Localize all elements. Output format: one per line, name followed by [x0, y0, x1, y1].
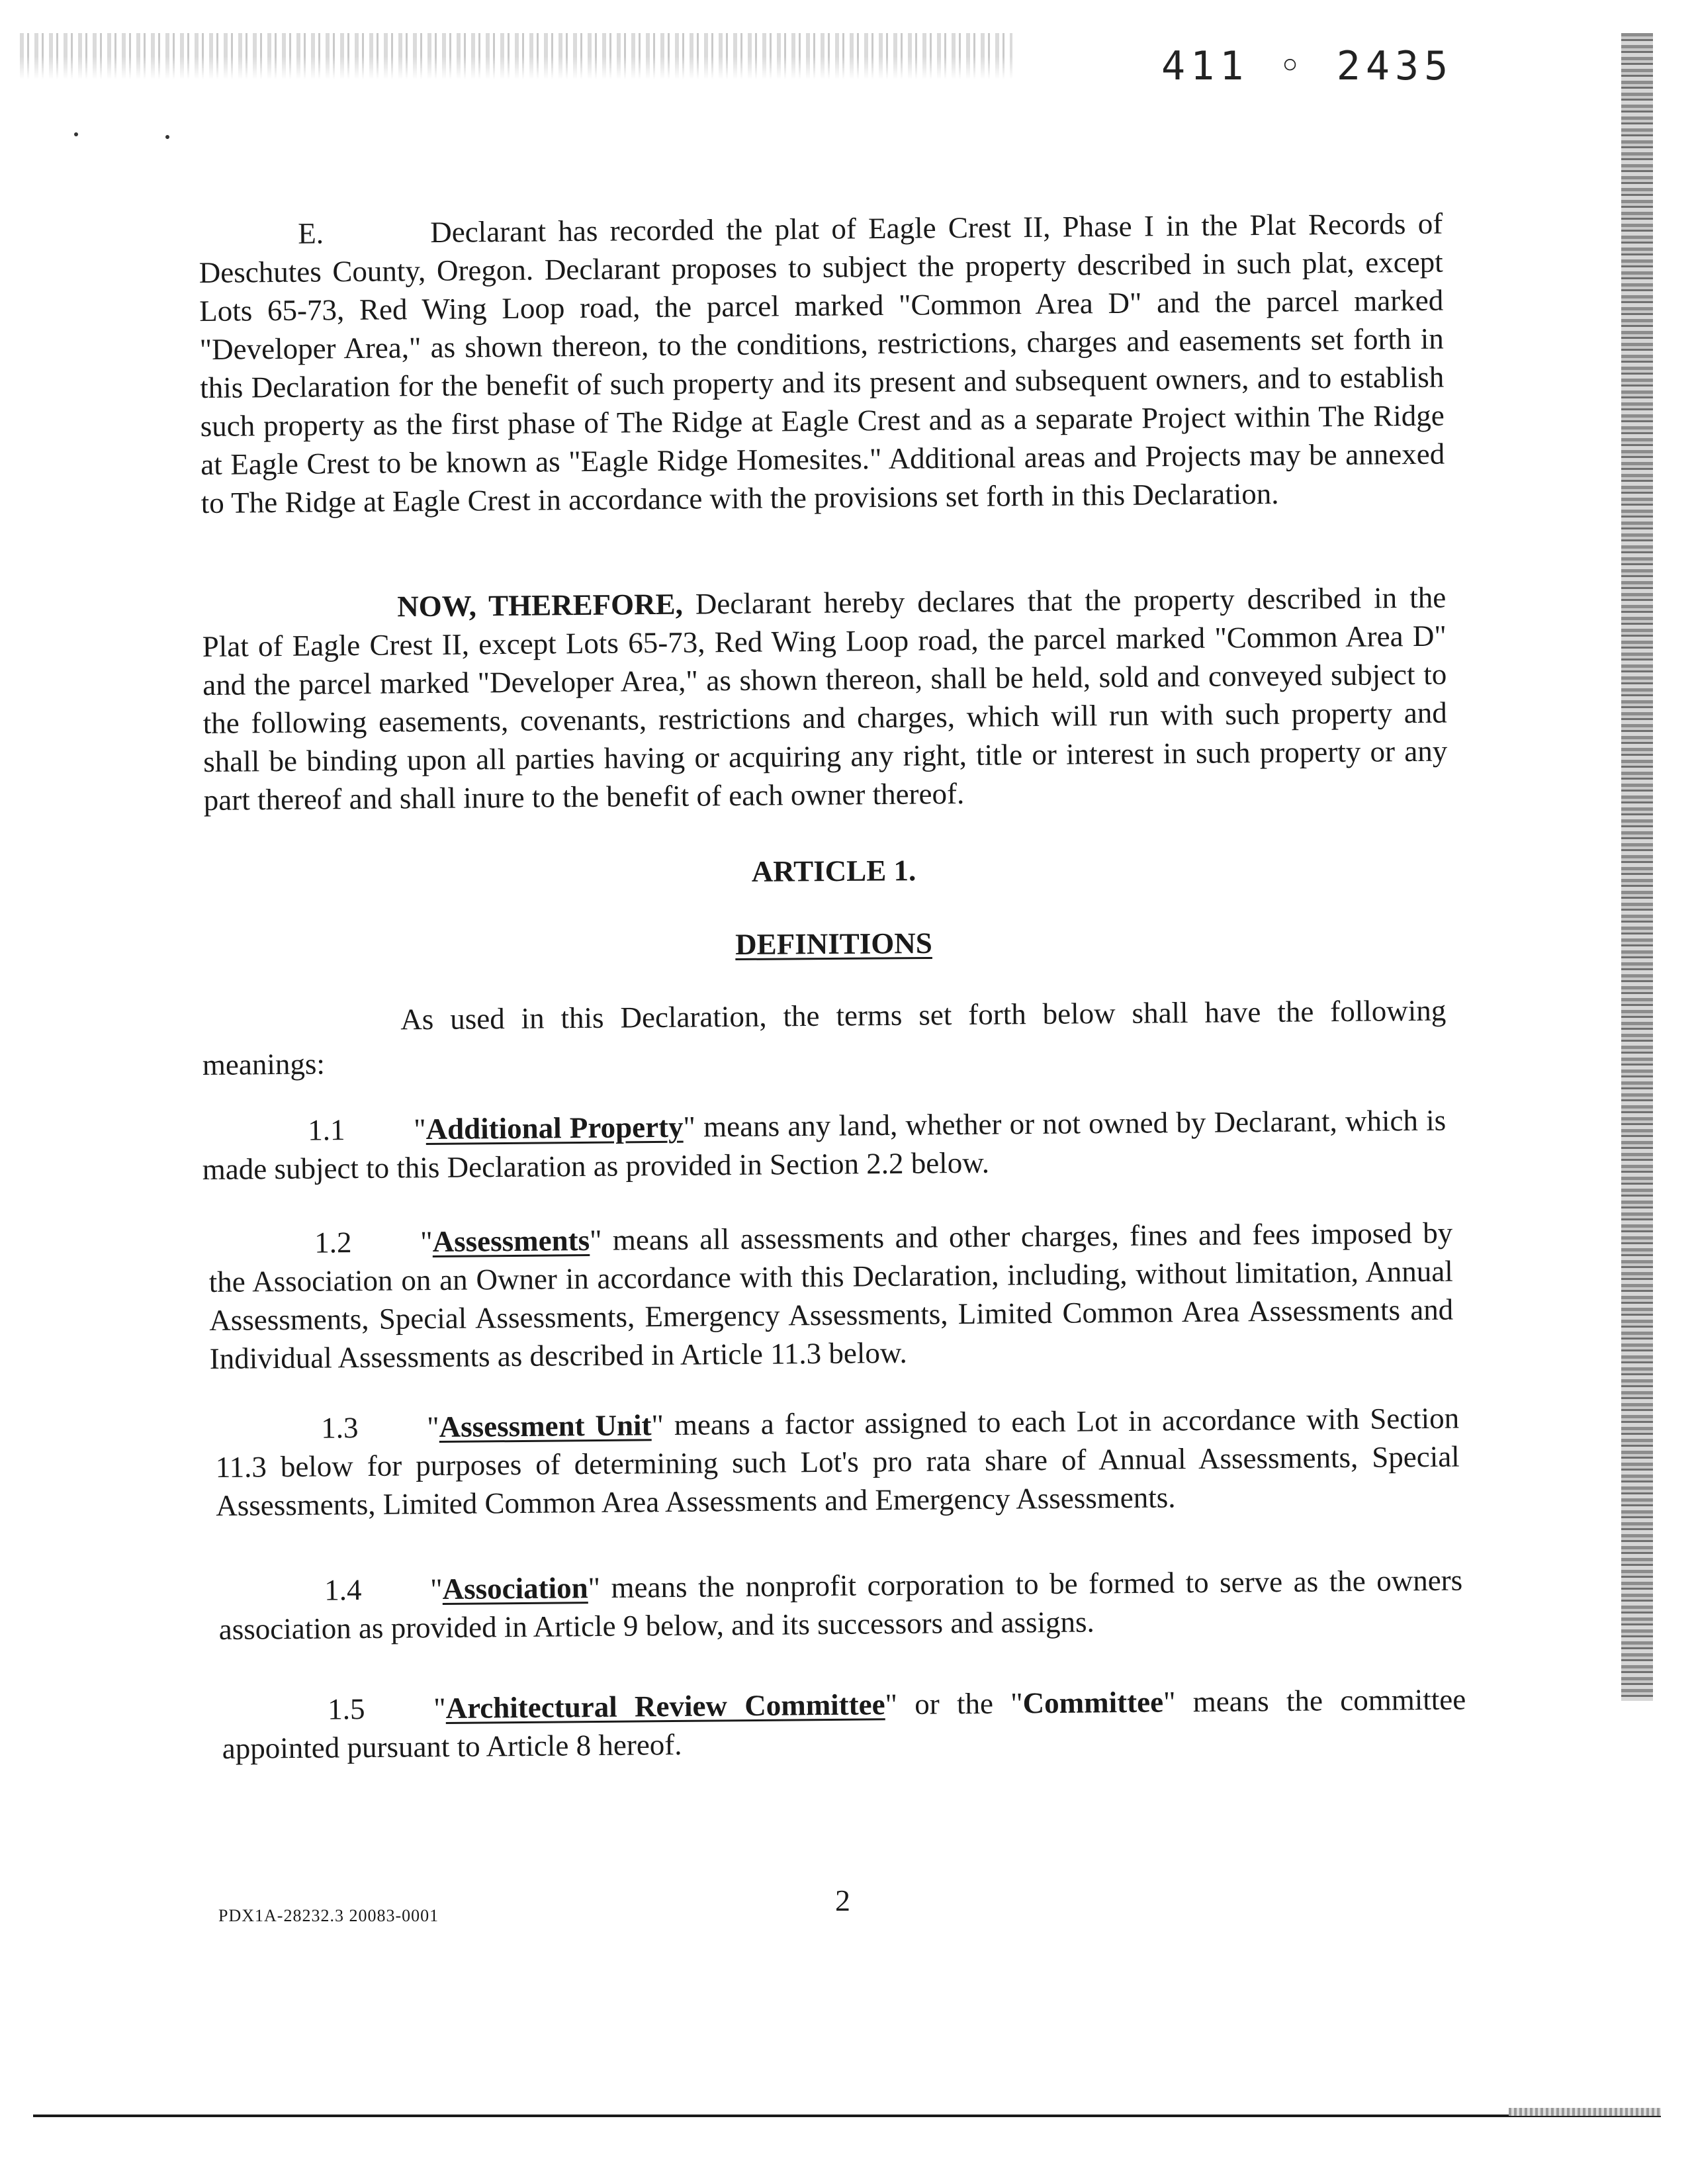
definition-number: 1.1: [308, 1113, 345, 1147]
definition-text: or the ": [897, 1686, 1023, 1721]
scan-artifact-top: [20, 33, 1012, 79]
article-heading: ARTICLE 1.: [751, 854, 916, 888]
definition-1-5: 1.5 "Architectural Review Committee" or the "Committee" means the committee appointed pursuant to Article 8 hereof.: [222, 1682, 1466, 1765]
definition-text-continued: " means the committee appointed pursuant to Article 8 hereof.: [222, 1682, 1466, 1765]
definition-1-3: 1.3 "Assessment Unit" means a factor assigned to each Lot in accordance with Section 11.3 below for purposes of determining such Lot's pro rata share of Annual Assessments, Special Assessments, Limited Common Area Assessments and Emergency Assessments.: [215, 1401, 1460, 1522]
recording-stamp: 411 ◦ 2435: [1161, 43, 1454, 89]
definition-number: 1.4: [324, 1573, 362, 1607]
now-therefore-text: Declarant hereby declares that the property described in the Plat of Eagle Crest II, except Lots 65-73, Red Wing Loop road, the parcel marked "Common Area D" and the parcel marked "Developer Area," as shown thereon, shall be held, sold and conveyed subject to the following easements, covenants, restrictions and charges, which will run with such property and shall be binding upon all parties having or acquiring any right, title or interest in such property or any part thereof and shall inure to the benefit of each owner thereof.: [202, 580, 1448, 817]
definitions-intro: [202, 989, 1447, 1087]
defined-term: Additional Property: [425, 1110, 684, 1146]
definition-number: 1.3: [321, 1411, 359, 1445]
definition-1-1: 1.1 "Additional Property" means any land, whether or not owned by Declarant, which is made subject to this Declaration as provided in Section 2.2 below.: [202, 1103, 1447, 1186]
now-therefore-lead: NOW, THEREFORE,: [397, 587, 684, 623]
definition-number: 1.5: [328, 1692, 365, 1726]
definitions-heading-text: DEFINITIONS: [735, 926, 932, 962]
scan-speck: [165, 135, 169, 139]
definition-text: means all assessments and other charges, fines and fees imposed by the Association on an Owner in accordance with this Declaration, including, without limitation, Annual Assessments, Special Assessments, Emergency Assessments, Limited Common Area Assessments and Individual Assessments as described in Article 11.3 below.: [208, 1216, 1454, 1375]
defined-term: Assessments: [432, 1223, 590, 1259]
scan-speck: [74, 132, 78, 136]
definition-text: means the nonprofit corporation to be formed to serve as the owners association as provided in Article 9 below, and its successors and assigns.: [218, 1563, 1463, 1646]
defined-term: Architectural Review Committee: [445, 1688, 885, 1725]
definitions-heading: [199, 922, 1469, 965]
defined-term: Association: [442, 1571, 588, 1606]
definition-number: 1.2: [314, 1226, 352, 1259]
definition-text: means any land, whether or not owned by Declarant, which is made subject to this Declaration as provided in Section 2.2 below.: [202, 1103, 1447, 1186]
scan-artifact-bottom: [1509, 2108, 1661, 2116]
recital-e-text: Declarant has recorded the plat of Eagle Crest II, Phase I in the Plat Records of Deschutes County, Oregon. Declarant proposes to subject the property described in such plat, except Lots 65-73, Red Wing Loop road, the parcel marked "Common Area D" and the parcel marked "Developer Area," as shown thereon, to the conditions, restrictions, charges and easements set forth in this Declaration for the benefit of such property and its present and subsequent owners, and to establish such property as the first phase of The Ridge at Eagle Crest and as a separate Project within The Ridge at Eagle Crest to be known as "Eagle Ridge Homesites." Additional areas and Projects may be annexed to The Ridge at Eagle Crest in accordance with the provisions set forth in this Declaration.: [199, 206, 1445, 520]
definition-1-2: 1.2 "Assessments" means all assessments and other charges, fines and fees imposed by the Association on an Owner in accordance with this Declaration, including, without limitation, Annual Assessments, Special Assessments, Emergency Assessments, Limited Common Area Assessments and Individual Assessments as described in Article 11.3 below.: [208, 1216, 1454, 1375]
bottom-rule: [33, 2115, 1661, 2117]
now-therefore-paragraph: [202, 578, 1448, 819]
document-code: PDX1A-28232.3 20083-0001: [218, 1906, 439, 1925]
scan-artifact-right-edge: [1621, 33, 1653, 1701]
definitions-intro-text: As used in this Declaration, the terms set forth below shall have the following meanings:: [202, 993, 1447, 1081]
recital-label: E.: [298, 216, 324, 250]
definition-1-4: 1.4 "Association" means the nonprofit corporation to be formed to serve as the owners association as provided in Article 9 below, and its successors and assigns.: [218, 1563, 1463, 1646]
page-number: 2: [835, 1884, 850, 1917]
defined-term-secondary: Committee: [1022, 1685, 1164, 1720]
definition-text: means a factor assigned to each Lot in accordance with Section 11.3 below for purposes of determining such Lot's pro rata share of Annual Assessments, Special Assessments, Limited Common Area Assessments and Emergency Assessments.: [215, 1401, 1460, 1522]
defined-term: Assessment Unit: [439, 1408, 652, 1444]
recital-e: [199, 205, 1445, 522]
